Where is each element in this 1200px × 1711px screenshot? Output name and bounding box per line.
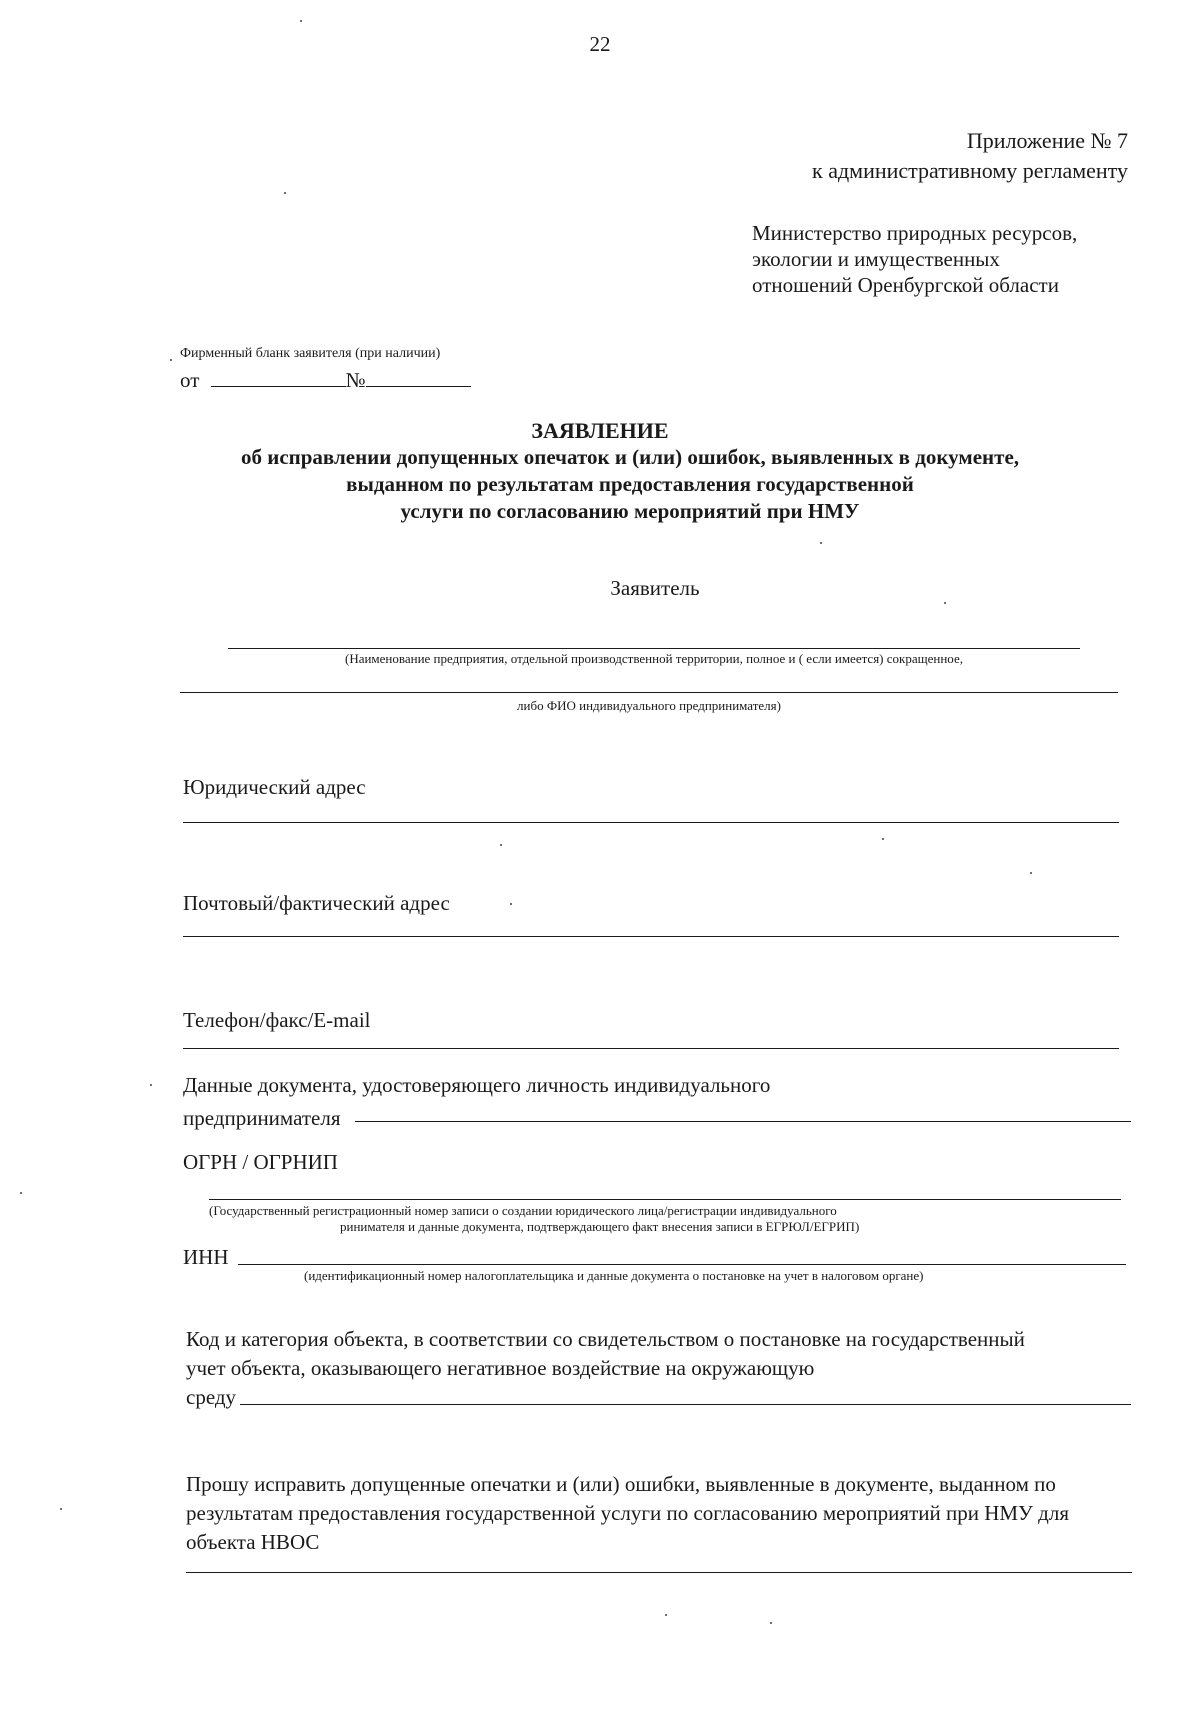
ogrn-caption-2: ринимателя и данные документа, подтверждающего факт внесения записи в ЕГРЮЛ/ЕГРИП): [340, 1219, 860, 1234]
letterhead-caption: Фирменный бланк заявителя (при наличии): [180, 346, 441, 361]
scan-speck: [170, 359, 172, 361]
subtitle-line: услуги по согласованию мероприятий при НМУ: [400, 499, 860, 523]
object-code-line: учет объекта, оказывающего негативное воздействие на окружающую: [186, 1356, 815, 1380]
inn-line[interactable]: [238, 1264, 1126, 1265]
addressee-line: экологии и имущественных: [752, 247, 1000, 271]
applicant-name-line[interactable]: [228, 648, 1080, 649]
from-number-line: [180, 368, 471, 393]
subtitle-line: выданном по результатам предоставления государственной: [346, 472, 914, 496]
applicant-name-line-2[interactable]: [180, 692, 1118, 693]
scan-speck: [300, 20, 302, 22]
id-document-label-2: предпринимателя: [183, 1106, 341, 1130]
scan-speck: [284, 192, 286, 194]
appendix-number: Приложение № 7: [966, 128, 1128, 153]
applicant-caption: (Наименование предприятия, отдельной производственной территории, полное и ( если имеется) сокращенное,: [344, 651, 963, 666]
contacts-line[interactable]: [183, 1048, 1119, 1049]
request-line: Прошу исправить допущенные опечатки и (или) ошибки, выявленные в документе, выданном по: [186, 1472, 1056, 1496]
object-code-line-blank[interactable]: [240, 1404, 1131, 1405]
request-block: [186, 1470, 1166, 1557]
addressee-line: Министерство природных ресурсов,: [752, 221, 1078, 245]
appendix-header: [812, 126, 1128, 186]
addressee-line: отношений Оренбургской области: [752, 273, 1059, 297]
subtitle-line: об исправлении допущенных опечаток и (или) ошибок, выявленных в документе,: [240, 445, 1020, 469]
request-line: объекта НВОС: [186, 1530, 320, 1554]
scan-speck: [60, 1508, 62, 1510]
scan-speck: [150, 1084, 152, 1086]
ogrn-line[interactable]: [209, 1199, 1121, 1200]
id-document-label: Данные документа, удостоверяющего личность индивидуального: [183, 1073, 771, 1097]
ogrn-label: ОГРН / ОГРНИП: [183, 1150, 338, 1174]
request-line: результатам предоставления государственной услуги по согласованию мероприятий при НМУ для: [186, 1501, 1069, 1525]
scan-speck: [882, 838, 884, 840]
id-document-line[interactable]: [355, 1121, 1131, 1122]
scan-speck: [1030, 872, 1032, 874]
scan-speck: [770, 1622, 772, 1624]
scan-speck: [665, 1614, 667, 1616]
number-label: №: [345, 368, 366, 392]
inn-label: ИНН: [183, 1245, 229, 1269]
object-code-line: Код и категория объекта, в соответствии со свидетельством о постановке на государственный: [186, 1327, 1025, 1351]
legal-address-line[interactable]: [183, 822, 1119, 823]
applicant-label: Заявитель: [610, 576, 700, 600]
date-blank[interactable]: [211, 368, 346, 387]
number-blank[interactable]: [366, 368, 471, 387]
scan-speck: [944, 602, 946, 604]
request-line-blank[interactable]: [186, 1572, 1132, 1573]
scan-speck: [820, 542, 822, 544]
object-code-line: среду: [186, 1385, 237, 1409]
inn-caption: (идентификационный номер налогоплательщика и данные документа о постановке на учет в налоговом органе): [304, 1268, 924, 1283]
object-code-block: [186, 1325, 1146, 1412]
scan-speck: [510, 903, 512, 905]
postal-address-label: Почтовый/фактический адрес: [183, 891, 450, 915]
scan-speck: [20, 1192, 22, 1194]
document-subtitle: [150, 444, 1110, 525]
scan-speck: [500, 844, 502, 846]
addressee-block: [752, 220, 1132, 298]
ogrn-caption: (Государственный регистрационный номер записи о создании юридического лица/регистрации индивидуального: [209, 1203, 837, 1218]
legal-address-label: Юридический адрес: [183, 775, 366, 799]
applicant-caption-2: либо ФИО индивидуального предпринимателя): [517, 698, 781, 713]
document-title: ЗАЯВЛЕНИЕ: [531, 418, 669, 443]
from-label: от: [180, 368, 200, 392]
contacts-label: Телефон/факс/E-mail: [183, 1008, 371, 1032]
page-number: 22: [589, 32, 611, 56]
appendix-reference: к административному регламенту: [812, 158, 1128, 183]
postal-address-line[interactable]: [183, 936, 1119, 937]
